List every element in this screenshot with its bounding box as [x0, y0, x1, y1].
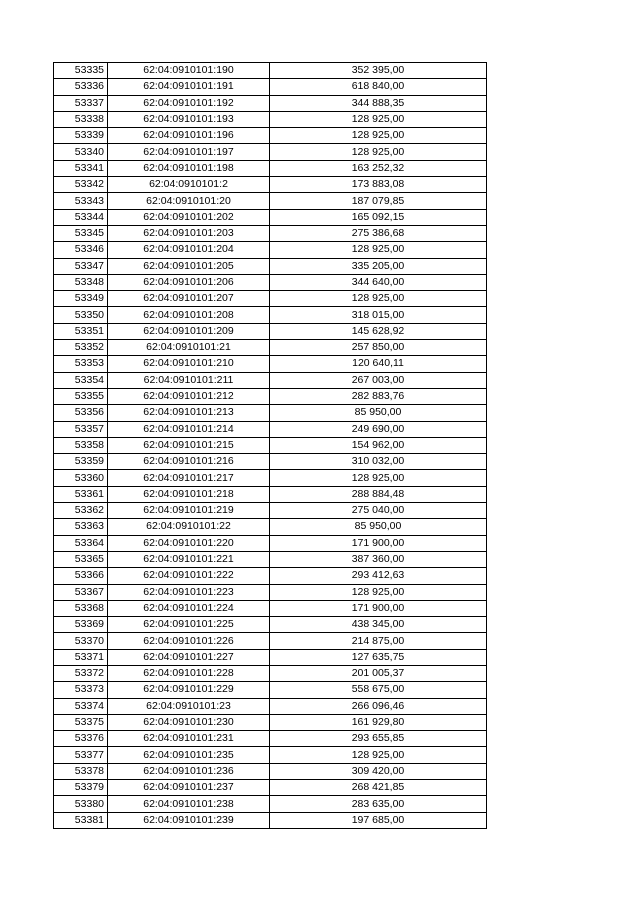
cadastral-number-cell: 62:04:0910101:226: [108, 633, 270, 649]
cadastral-value-cell: 266 096,46: [270, 698, 487, 714]
table-row: [54, 617, 487, 633]
cadastral-value-cell: 128 925,00: [270, 584, 487, 600]
table-row: [54, 242, 487, 258]
cadastral-number-cell: 62:04:0910101:225: [108, 617, 270, 633]
cadastral-value-cell: 128 925,00: [270, 747, 487, 763]
table-row: [54, 160, 487, 176]
cadastral-value-cell: 163 252,32: [270, 160, 487, 176]
cadastral-value-cell: 145 628,92: [270, 323, 487, 339]
table-row: [54, 796, 487, 812]
cadastral-number-cell: 62:04:0910101:198: [108, 160, 270, 176]
cadastral-value-cell: 268 421,85: [270, 780, 487, 796]
cadastral-number-cell: 62:04:0910101:211: [108, 372, 270, 388]
table-row: [54, 79, 487, 95]
cadastral-value-cell: 128 925,00: [270, 470, 487, 486]
table-row: [54, 356, 487, 372]
table-row: [54, 470, 487, 486]
table-row: [54, 812, 487, 828]
table-row: [54, 503, 487, 519]
table-row: [54, 486, 487, 502]
cadastral-number-cell: 62:04:0910101:190: [108, 63, 270, 79]
cadastral-number-cell: 62:04:0910101:235: [108, 747, 270, 763]
table-row: [54, 128, 487, 144]
cadastral-number-cell: 62:04:0910101:205: [108, 258, 270, 274]
cadastral-value-cell: 283 635,00: [270, 796, 487, 812]
cadastral-number-cell: 62:04:0910101:221: [108, 551, 270, 567]
table-row: [54, 551, 487, 567]
table-row: [54, 63, 487, 79]
cadastral-value-cell: 161 929,80: [270, 714, 487, 730]
cadastral-number-cell: 62:04:0910101:238: [108, 796, 270, 812]
cadastral-value-cell: 85 950,00: [270, 405, 487, 421]
row-number-cell: 53338: [54, 111, 108, 127]
table-row: [54, 731, 487, 747]
cadastral-value-cell: 344 640,00: [270, 274, 487, 290]
row-number-cell: 53368: [54, 600, 108, 616]
row-number-cell: 53378: [54, 763, 108, 779]
cadastral-number-cell: 62:04:0910101:208: [108, 307, 270, 323]
cadastral-value-cell: 173 883,08: [270, 177, 487, 193]
table-row: [54, 780, 487, 796]
cadastral-value-cell: 310 032,00: [270, 454, 487, 470]
cadastral-value-cell: 128 925,00: [270, 242, 487, 258]
cadastral-value-cell: 127 635,75: [270, 649, 487, 665]
cadastral-number-cell: 62:04:0910101:20: [108, 193, 270, 209]
cadastral-value-cell: 618 840,00: [270, 79, 487, 95]
row-number-cell: 53344: [54, 209, 108, 225]
cadastral-value-cell: 387 360,00: [270, 551, 487, 567]
row-number-cell: 53379: [54, 780, 108, 796]
row-number-cell: 53373: [54, 682, 108, 698]
cadastral-value-cell: 293 412,63: [270, 568, 487, 584]
cadastral-number-cell: 62:04:0910101:229: [108, 682, 270, 698]
table-row: [54, 568, 487, 584]
table-row: [54, 437, 487, 453]
table-row: [54, 535, 487, 551]
cadastral-number-cell: 62:04:0910101:224: [108, 600, 270, 616]
cadastral-value-cell: 335 205,00: [270, 258, 487, 274]
table-row: [54, 95, 487, 111]
cadastral-value-cell: 120 640,11: [270, 356, 487, 372]
cadastral-number-cell: 62:04:0910101:236: [108, 763, 270, 779]
cadastral-number-cell: 62:04:0910101:196: [108, 128, 270, 144]
cadastral-number-cell: 62:04:0910101:209: [108, 323, 270, 339]
table-row: [54, 388, 487, 404]
cadastral-number-cell: 62:04:0910101:212: [108, 388, 270, 404]
cadastral-number-cell: 62:04:0910101:2: [108, 177, 270, 193]
row-number-cell: 53380: [54, 796, 108, 812]
cadastral-number-cell: 62:04:0910101:237: [108, 780, 270, 796]
cadastral-number-cell: 62:04:0910101:203: [108, 225, 270, 241]
cadastral-value-cell: 171 900,00: [270, 535, 487, 551]
row-number-cell: 53343: [54, 193, 108, 209]
table-row: [54, 633, 487, 649]
row-number-cell: 53364: [54, 535, 108, 551]
cadastral-number-cell: 62:04:0910101:227: [108, 649, 270, 665]
cadastral-number-cell: 62:04:0910101:231: [108, 731, 270, 747]
cadastral-value-cell: 344 888,35: [270, 95, 487, 111]
cadastral-number-cell: 62:04:0910101:216: [108, 454, 270, 470]
row-number-cell: 53362: [54, 503, 108, 519]
table-row: [54, 649, 487, 665]
cadastral-value-cell: 282 883,76: [270, 388, 487, 404]
cadastral-value-cell: 128 925,00: [270, 144, 487, 160]
cadastral-value-cell: 85 950,00: [270, 519, 487, 535]
cadastral-number-cell: 62:04:0910101:21: [108, 340, 270, 356]
row-number-cell: 53357: [54, 421, 108, 437]
cadastral-value-cell: 318 015,00: [270, 307, 487, 323]
cadastral-value-cell: 171 900,00: [270, 600, 487, 616]
table-row: [54, 584, 487, 600]
table-row: [54, 193, 487, 209]
row-number-cell: 53371: [54, 649, 108, 665]
cadastral-value-cell: 257 850,00: [270, 340, 487, 356]
row-number-cell: 53337: [54, 95, 108, 111]
cadastral-value-cell: 309 420,00: [270, 763, 487, 779]
table-row: [54, 747, 487, 763]
table-body: [54, 63, 487, 829]
row-number-cell: 53370: [54, 633, 108, 649]
row-number-cell: 53336: [54, 79, 108, 95]
cadastral-value-cell: 165 092,15: [270, 209, 487, 225]
cadastral-number-cell: 62:04:0910101:204: [108, 242, 270, 258]
row-number-cell: 53348: [54, 274, 108, 290]
cadastral-value-cell: 438 345,00: [270, 617, 487, 633]
cadastral-number-cell: 62:04:0910101:193: [108, 111, 270, 127]
table-row: [54, 698, 487, 714]
row-number-cell: 53349: [54, 291, 108, 307]
row-number-cell: 53340: [54, 144, 108, 160]
cadastral-value-cell: 558 675,00: [270, 682, 487, 698]
row-number-cell: 53356: [54, 405, 108, 421]
table-row: [54, 421, 487, 437]
cadastral-number-cell: 62:04:0910101:210: [108, 356, 270, 372]
row-number-cell: 53363: [54, 519, 108, 535]
table-row: [54, 454, 487, 470]
cadastral-number-cell: 62:04:0910101:220: [108, 535, 270, 551]
table-row: [54, 340, 487, 356]
row-number-cell: 53339: [54, 128, 108, 144]
table-row: [54, 209, 487, 225]
cadastral-number-cell: 62:04:0910101:230: [108, 714, 270, 730]
document-page: [53, 62, 486, 829]
cadastral-value-cell: 249 690,00: [270, 421, 487, 437]
cadastral-value-cell: 128 925,00: [270, 111, 487, 127]
cadastral-value-cell: 275 386,68: [270, 225, 487, 241]
row-number-cell: 53347: [54, 258, 108, 274]
cadastral-number-cell: 62:04:0910101:191: [108, 79, 270, 95]
row-number-cell: 53345: [54, 225, 108, 241]
row-number-cell: 53342: [54, 177, 108, 193]
cadastral-value-cell: 154 962,00: [270, 437, 487, 453]
table-row: [54, 372, 487, 388]
cadastral-value-cell: 275 040,00: [270, 503, 487, 519]
row-number-cell: 53341: [54, 160, 108, 176]
cadastral-number-cell: 62:04:0910101:219: [108, 503, 270, 519]
row-number-cell: 53369: [54, 617, 108, 633]
cadastral-value-cell: 267 003,00: [270, 372, 487, 388]
table-row: [54, 519, 487, 535]
cadastral-number-cell: 62:04:0910101:239: [108, 812, 270, 828]
cadastral-number-cell: 62:04:0910101:197: [108, 144, 270, 160]
row-number-cell: 53372: [54, 665, 108, 681]
row-number-cell: 53367: [54, 584, 108, 600]
cadastral-value-cell: 293 655,85: [270, 731, 487, 747]
table-row: [54, 323, 487, 339]
row-number-cell: 53353: [54, 356, 108, 372]
table-row: [54, 111, 487, 127]
table-row: [54, 405, 487, 421]
row-number-cell: 53374: [54, 698, 108, 714]
row-number-cell: 53365: [54, 551, 108, 567]
cadastral-number-cell: 62:04:0910101:222: [108, 568, 270, 584]
row-number-cell: 53354: [54, 372, 108, 388]
cadastral-value-cell: 288 884,48: [270, 486, 487, 502]
row-number-cell: 53358: [54, 437, 108, 453]
table-row: [54, 177, 487, 193]
table-row: [54, 144, 487, 160]
row-number-cell: 53351: [54, 323, 108, 339]
row-number-cell: 53350: [54, 307, 108, 323]
row-number-cell: 53376: [54, 731, 108, 747]
row-number-cell: 53346: [54, 242, 108, 258]
cadastral-value-cell: 197 685,00: [270, 812, 487, 828]
table-row: [54, 225, 487, 241]
cadastral-number-cell: 62:04:0910101:228: [108, 665, 270, 681]
cadastral-value-table: [53, 62, 487, 829]
cadastral-number-cell: 62:04:0910101:206: [108, 274, 270, 290]
table-row: [54, 665, 487, 681]
table-row: [54, 714, 487, 730]
table-row: [54, 258, 487, 274]
row-number-cell: 53361: [54, 486, 108, 502]
table-row: [54, 763, 487, 779]
cadastral-value-cell: 128 925,00: [270, 291, 487, 307]
table-row: [54, 274, 487, 290]
cadastral-number-cell: 62:04:0910101:213: [108, 405, 270, 421]
cadastral-number-cell: 62:04:0910101:214: [108, 421, 270, 437]
row-number-cell: 53360: [54, 470, 108, 486]
cadastral-number-cell: 62:04:0910101:217: [108, 470, 270, 486]
cadastral-value-cell: 352 395,00: [270, 63, 487, 79]
table-row: [54, 307, 487, 323]
row-number-cell: 53366: [54, 568, 108, 584]
row-number-cell: 53377: [54, 747, 108, 763]
cadastral-number-cell: 62:04:0910101:192: [108, 95, 270, 111]
row-number-cell: 53359: [54, 454, 108, 470]
table-row: [54, 682, 487, 698]
row-number-cell: 53381: [54, 812, 108, 828]
cadastral-value-cell: 128 925,00: [270, 128, 487, 144]
cadastral-value-cell: 187 079,85: [270, 193, 487, 209]
table-row: [54, 600, 487, 616]
row-number-cell: 53375: [54, 714, 108, 730]
cadastral-value-cell: 201 005,37: [270, 665, 487, 681]
table-row: [54, 291, 487, 307]
cadastral-number-cell: 62:04:0910101:22: [108, 519, 270, 535]
row-number-cell: 53352: [54, 340, 108, 356]
cadastral-number-cell: 62:04:0910101:202: [108, 209, 270, 225]
cadastral-value-cell: 214 875,00: [270, 633, 487, 649]
row-number-cell: 53335: [54, 63, 108, 79]
cadastral-number-cell: 62:04:0910101:23: [108, 698, 270, 714]
cadastral-number-cell: 62:04:0910101:218: [108, 486, 270, 502]
cadastral-number-cell: 62:04:0910101:223: [108, 584, 270, 600]
cadastral-number-cell: 62:04:0910101:207: [108, 291, 270, 307]
cadastral-number-cell: 62:04:0910101:215: [108, 437, 270, 453]
row-number-cell: 53355: [54, 388, 108, 404]
